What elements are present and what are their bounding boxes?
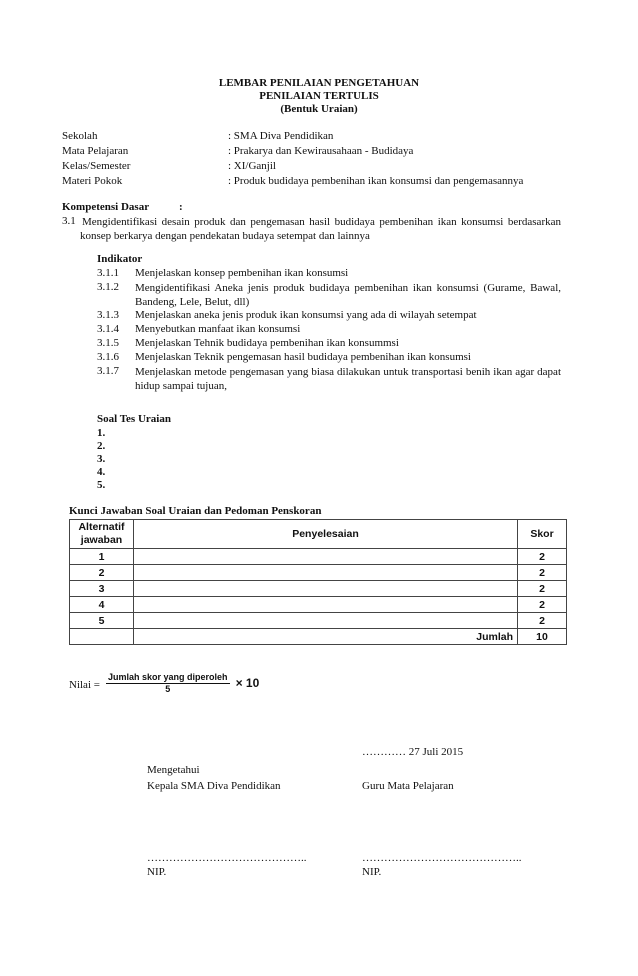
soal-item: 5. <box>97 479 106 491</box>
kunci-table <box>69 519 567 645</box>
soal-item: 2. <box>97 440 106 452</box>
jumlah-label: Jumlah <box>134 629 518 645</box>
nilai-label: Nilai = <box>69 679 100 691</box>
indikator-num: 3.1.1 <box>97 267 119 279</box>
identity-label: Sekolah <box>62 130 98 142</box>
identity-value: : SMA Diva Pendidikan <box>228 130 334 142</box>
table-row <box>70 549 567 565</box>
row-skor: 2 <box>518 597 567 613</box>
table-row <box>70 565 567 581</box>
table-total-row <box>70 629 567 645</box>
table-header-row <box>70 520 567 549</box>
nilai-fraction <box>106 672 230 695</box>
indikator-num: 3.1.4 <box>97 323 119 335</box>
nilai-multiplier: × 10 <box>235 676 260 690</box>
row-penyelesaian <box>134 549 518 565</box>
row-penyelesaian <box>134 565 518 581</box>
total-empty <box>70 629 134 645</box>
page-title: LEMBAR PENILAIAN PENGETAHUAN <box>218 77 420 89</box>
row-no: 1 <box>70 549 134 565</box>
row-skor: 2 <box>518 581 567 597</box>
nilai-denominator: 5 <box>165 684 171 694</box>
table-row <box>70 597 567 613</box>
col-penyelesaian: Penyelesaian <box>134 520 518 549</box>
page-subtitle-form: (Bentuk Uraian) <box>280 103 358 115</box>
signature-right-line: …………………………………….. <box>362 852 522 864</box>
identity-value: : Produk budidaya pembenihan ikan konsumsi dan pengemasannya <box>228 175 524 187</box>
signature-left-title: Kepala SMA Diva Pendidikan <box>147 780 281 792</box>
table-row <box>70 581 567 597</box>
indikator-num: 3.1.6 <box>97 351 119 363</box>
row-no: 2 <box>70 565 134 581</box>
identity-value: : XI/Ganjil <box>228 160 276 172</box>
nilai-formula <box>106 672 259 695</box>
signature-mengetahui: Mengetahui <box>147 764 200 776</box>
indikator-num: 3.1.2 <box>97 281 119 293</box>
indikator-num: 3.1.7 <box>97 365 119 377</box>
kompetensi-heading: Kompetensi Dasar <box>62 201 150 213</box>
col-skor: Skor <box>518 520 567 549</box>
signature-left-line: …………………………………….. <box>147 852 307 864</box>
kompetensi-colon: : <box>179 201 183 213</box>
row-skor: 2 <box>518 565 567 581</box>
indikator-text: Menjelaskan konsep pembenihan ikan konsumsi <box>135 267 349 279</box>
soal-heading: Soal Tes Uraian <box>97 413 171 425</box>
page-subtitle: PENILAIAN TERTULIS <box>259 90 379 102</box>
identity-label: Kelas/Semester <box>62 160 131 172</box>
soal-item: 1. <box>97 427 106 439</box>
kompetensi-number: 3.1 <box>62 215 76 227</box>
identity-value: : Prakarya dan Kewirausahaan - Budidaya <box>228 145 414 157</box>
table-row <box>70 613 567 629</box>
nilai-numerator: Jumlah skor yang diperoleh <box>108 672 228 682</box>
row-penyelesaian <box>134 581 518 597</box>
kompetensi-text: Mengidentifikasi desain produk dan pengemasan hasil budidaya pembenihan ikan konsumsi berdasarkan konsep berkarya dengan pendekatan budaya setempat dan lainnya <box>80 216 561 242</box>
row-skor: 2 <box>518 549 567 565</box>
row-no: 3 <box>70 581 134 597</box>
identity-label: Mata Pelajaran <box>62 145 129 157</box>
row-penyelesaian <box>134 597 518 613</box>
jumlah-value: 10 <box>518 629 567 645</box>
indikator-num: 3.1.5 <box>97 337 119 349</box>
soal-item: 4. <box>97 466 106 478</box>
signature-left-nip: NIP. <box>147 866 167 878</box>
kunci-heading: Kunci Jawaban Soal Uraian dan Pedoman Penskoran <box>69 505 322 517</box>
signature-right-title: Guru Mata Pelajaran <box>362 780 454 792</box>
indikator-text: Mengidentifikasi Aneka jenis produk budidaya pembenihan ikan konsumsi (Gurame, Bawal, Bandeng, Lele, Belut, dll) <box>135 282 561 308</box>
indikator-heading: Indikator <box>97 253 143 265</box>
indikator-text: Menjelaskan aneka jenis produk ikan konsumsi yang ada di wilayah setempat <box>135 309 477 321</box>
indikator-text: Menjelaskan Teknik pengemasan hasil budidaya pembenihan ikan konsumsi <box>135 351 471 363</box>
row-penyelesaian <box>134 613 518 629</box>
row-no: 5 <box>70 613 134 629</box>
signature-date: ………… 27 Juli 2015 <box>362 746 464 758</box>
row-skor: 2 <box>518 613 567 629</box>
col-alternatif: Alternatif jawaban <box>70 520 134 549</box>
signature-right-nip: NIP. <box>362 866 382 878</box>
row-no: 4 <box>70 597 134 613</box>
identity-label: Materi Pokok <box>62 175 123 187</box>
indikator-num: 3.1.3 <box>97 309 119 321</box>
indikator-text: Menyebutkan manfaat ikan konsumsi <box>135 323 301 335</box>
indikator-text: Menjelaskan Tehnik budidaya pembenihan ikan konsummsi <box>135 337 399 349</box>
indikator-text: Menjelaskan metode pengemasan yang biasa dilakukan untuk transportasi benih ikan agar dapat hidup sampai tujuan, <box>135 366 561 392</box>
soal-item: 3. <box>97 453 106 465</box>
